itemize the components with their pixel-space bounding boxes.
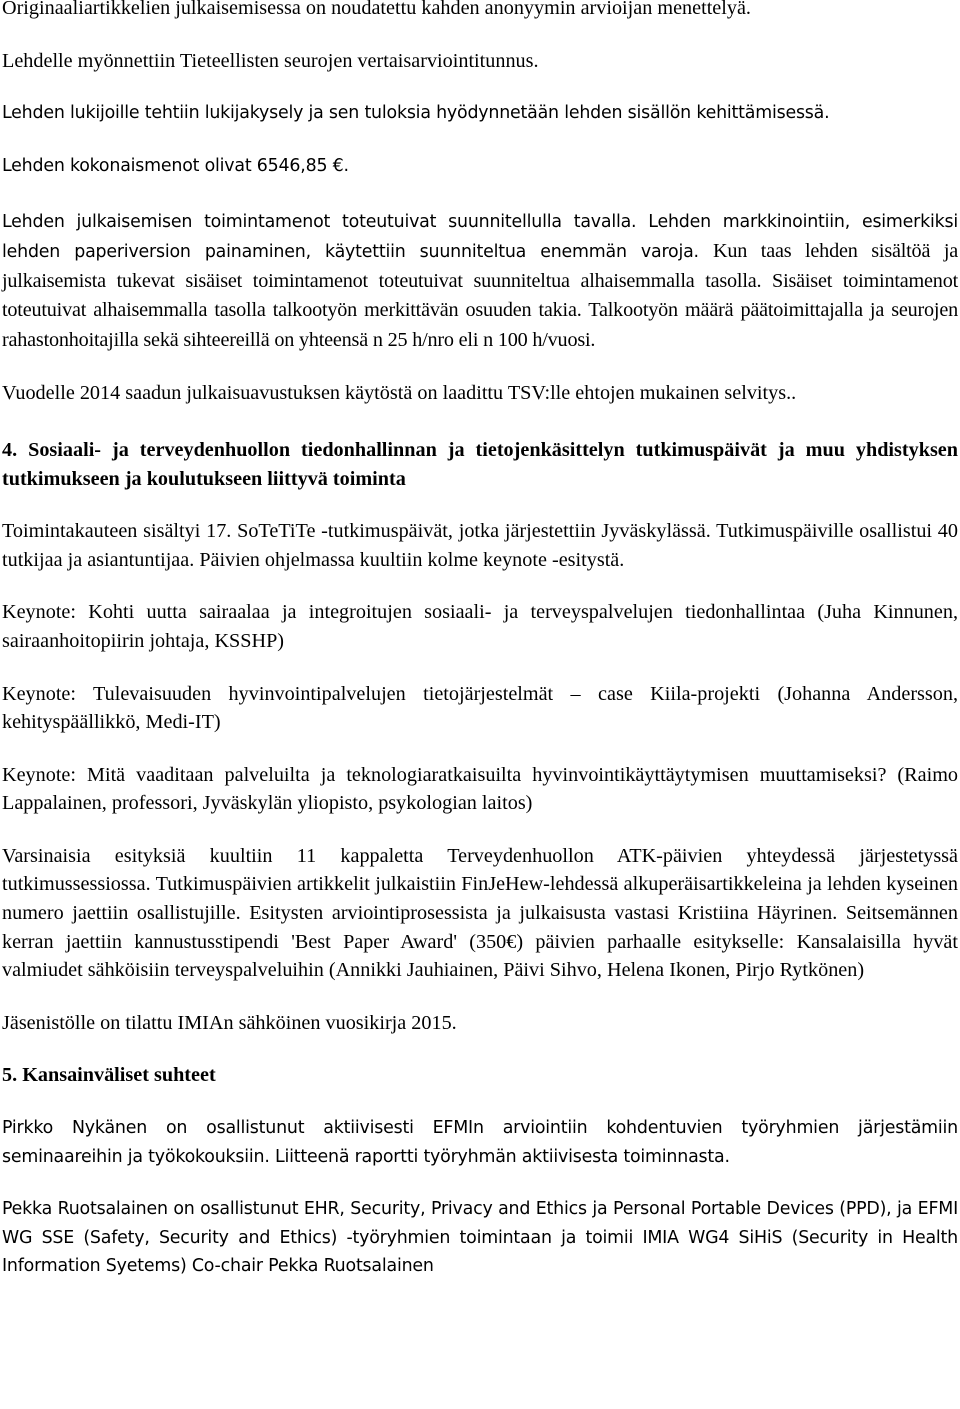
paragraph-peer-review-label: Lehdelle myönnettiin Tieteellisten seurojen vertaisarviointitunnus. xyxy=(2,49,539,72)
paragraph-operating-costs xyxy=(2,208,958,355)
paragraph-keynote-2: Keynote: Tulevaisuuden hyvinvointipalvelujen tietojärjestelmät – case Kiila-projekti (Johanna Andersson, kehityspäällikkö, Medi-IT) xyxy=(2,682,958,734)
paragraph-review-procedure: Originaaliartikkelien julkaisemisessa on noudatettu kahden anonyymin arvioijan menettelyä. xyxy=(2,0,751,19)
paragraph-reader-survey: Lehden lukijoille tehtiin lukijakysely ja sen tuloksia hyödynnetään lehden sisällön kehittämisessä. xyxy=(2,103,830,124)
paragraph-research-days: Toimintakauteen sisältyi 17. SoTeTiTe -tutkimuspäivät, jotka järjestettiin Jyväskylässä. Tutkimuspäiville osallistui 40 tutkijaa ja asiantuntijaa. Päivien ohjelmassa kuultiin kolme keynote -esitystä. xyxy=(2,520,958,571)
paragraph-presentations: Varsinaisia esityksiä kuultiin 11 kappaletta Terveydenhuollon ATK-päivien yhteydessä järjestetyssä tutkimussessiossa. Tutkimuspäivien artikkelit julkaistiin FinJeHew-lehdessä alkuperäisartikkeleina ja lehden kyseinen numero jaettiin osallistujille. Esitysten arviointiprosessista ja julkaisusta vastasi Kristiina Häyrinen. Seitsemännen kerran jaettiin kannustusstipendi 'Best Paper Award' (350€) päivien parhaalle esitykselle: Kansalaisilla hyvät valmiudet sähköisiin terveyspalveluihin (Annikki Jauhiainen, Päivi Sihvo, Helena Ikonen, Pirjo Rytkönen) xyxy=(2,844,958,982)
operating-costs-sans-part: Lehden julkaisemisen toimintamenot toteutuivat suunnitellulla tavalla. Lehden markkinointiin, esimerkiksi lehden paperiversion painaminen, käytettiin suunniteltua enemmän varoja. xyxy=(2,212,958,262)
section-heading-5: 5. Kansainväliset suhteet xyxy=(2,1064,216,1087)
paragraph-efmi-participation: Pirkko Nykänen on osallistunut aktiivisesti EFMIn arviointiin kohdentuvien työryhmien järjestämiin seminaareihin ja työkokouksiin. Liitteenä raportti työryhmän aktiivisesta toiminnasta. xyxy=(2,1118,958,1167)
paragraph-working-groups: Pekka Ruotsalainen on osallistunut EHR, Security, Privacy and Ethics ja Personal Portable Devices (PPD), ja EFMI WG SSE (Safety, Security and Ethics) -työryhmien toimintaan ja toimii IMIA WG4 SiHiS (Security in Health Information Syetems) Co-chair Pekka Ruotsalainen xyxy=(2,1199,958,1277)
operating-costs-serif-part: Kun taas lehden sisältöä ja julkaisemista tukevat sisäiset toimintamenot toteutuivat suunniteltua alhaisemmalla tasolla. Sisäiset toimintamenot toteutuivat alhaisemmalla tasolla talkootyön merkittävän osuuden takia. Talkootyön määrä päätoimittajalla ja seurojen rahastonhoitajilla sekä sihteereillä on yhteensä n 25 h/nro eli n 100 h/vuosi. xyxy=(2,239,959,351)
section-heading-4: 4. Sosiaali- ja terveydenhuollon tiedonhallinnan ja tietojenkäsittelyn tutkimuspäivät ja muu yhdistyksen tutkimukseen ja koulutukseen liittyvä toiminta xyxy=(2,438,958,490)
paragraph-keynote-3: Keynote: Mitä vaaditaan palveluilta ja teknologiaratkaisuilta hyvinvointikäyttäytymisen muuttamiseksi? (Raimo Lappalainen, professori, Jyväskylän yliopisto, psykologian laitos) xyxy=(2,763,958,815)
paragraph-total-expenses: Lehden kokonaismenot olivat 6546,85 €. xyxy=(2,155,349,176)
paragraph-yearbook: Jäsenistölle on tilattu IMIAn sähköinen vuosikirja 2015. xyxy=(2,1011,457,1034)
paragraph-grant-report: Vuodelle 2014 saadun julkaisuavustuksen käytöstä on laadittu TSV:lle ehtojen mukainen selvitys.. xyxy=(2,382,797,405)
document-page xyxy=(2,0,958,1281)
paragraph-keynote-1: Keynote: Kohti uutta sairaalaa ja integroitujen sosiaali- ja terveyspalvelujen tiedonhallintaa (Juha Kinnunen, sairaanhoitopiirin johtaja, KSSHP) xyxy=(2,601,958,652)
